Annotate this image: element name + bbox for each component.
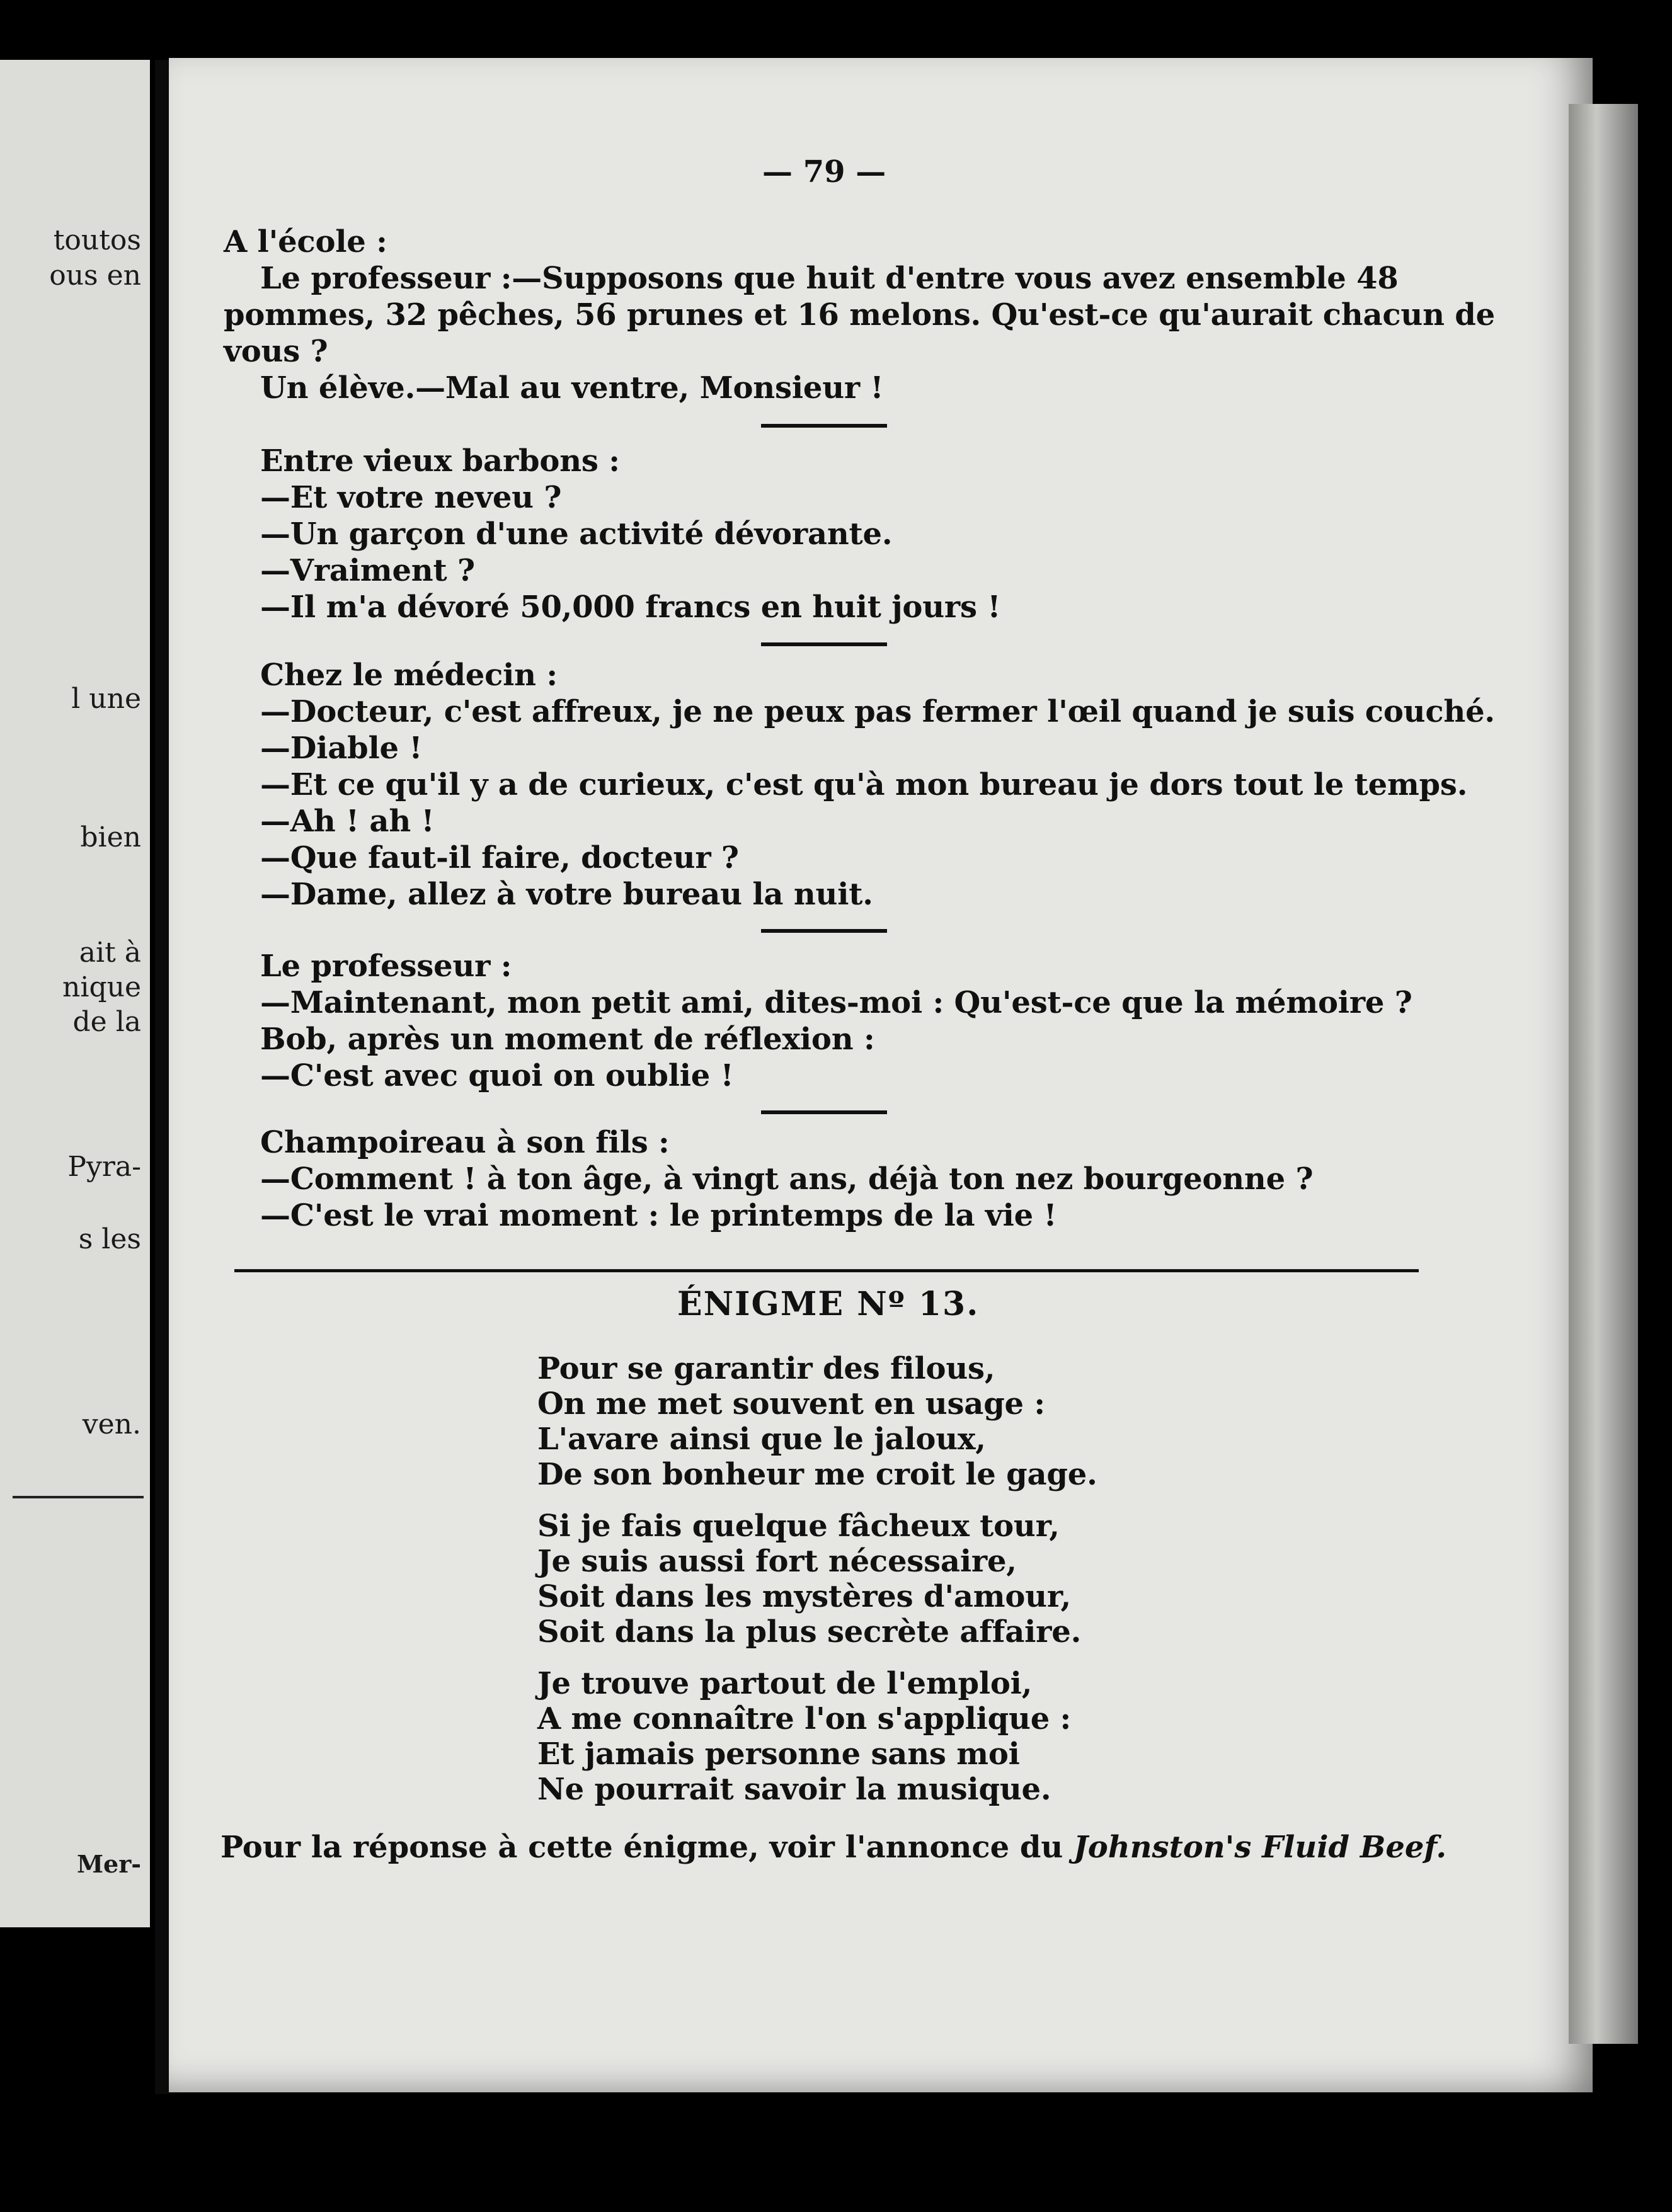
left-page-fragment: de la: [72, 1006, 141, 1038]
joke-line: Un élève.—Mal au ventre, Monsieur !: [260, 370, 884, 406]
poem-stanza: [537, 1666, 1071, 1807]
left-page-fragment: ous en: [49, 259, 141, 292]
left-page-fragment: l une: [71, 683, 141, 715]
joke-block: [260, 657, 1495, 913]
poem-line: Soit dans la plus secrète affaire.: [537, 1614, 1082, 1650]
joke-block: [260, 948, 1470, 1094]
joke-line: —Maintenant, mon petit ami, dites-moi : Qu'est-ce que la mémoire ?: [260, 985, 1412, 1020]
book-gutter: [155, 60, 169, 2094]
left-page-fragment: bien: [80, 821, 141, 853]
enigme-answer-note: [220, 1830, 1446, 1865]
left-page-fragment: ven.: [82, 1408, 141, 1440]
poem-stanza: [537, 1351, 1097, 1492]
joke-line: pommes, 32 pêches, 56 prunes et 16 melons. Qu'est-ce qu'aurait chacun de: [224, 297, 1496, 333]
joke-heading: Le professeur :: [260, 949, 512, 984]
left-page-rule: [13, 1496, 144, 1498]
joke-line: —Diable !: [260, 731, 423, 766]
poem-line: Je trouve partout de l'emploi,: [537, 1666, 1033, 1701]
joke-line: Bob, après un moment de réflexion :: [260, 1022, 875, 1057]
section-separator: [761, 1110, 887, 1114]
joke-line: —Ah ! ah !: [260, 804, 435, 839]
joke-heading: Champoireau à son fils :: [260, 1125, 670, 1160]
joke-line: Le professeur :—Supposons que huit d'entre vous avez ensemble 48: [260, 261, 1399, 296]
joke-line: —Vraiment ?: [260, 553, 475, 588]
joke-line: —C'est le vrai moment : le printemps de la vie !: [260, 1198, 1057, 1233]
poem-line: L'avare ainsi que le jaloux,: [537, 1422, 986, 1457]
poem-line: On me met souvent en usage :: [537, 1386, 1045, 1422]
joke-line: —Comment ! à ton âge, à vingt ans, déjà ton nez bourgeonne ?: [260, 1161, 1314, 1197]
left-page-fragment: Pyra-: [67, 1151, 141, 1183]
poem-line: Et jamais personne sans moi: [537, 1736, 1020, 1772]
section-separator: [761, 642, 887, 646]
joke-block: [260, 1124, 1470, 1234]
left-page-fragment: ait à: [79, 937, 141, 969]
joke-line: —Que faut-il faire, docteur ?: [260, 840, 739, 875]
poem-line: Si je fais quelque fâcheux tour,: [537, 1508, 1060, 1544]
joke-line: —Docteur, c'est affreux, je ne peux pas fermer l'œil quand je suis couché.: [260, 694, 1495, 729]
left-page-fragment: toutos: [53, 224, 141, 256]
joke-block: [260, 443, 1470, 625]
joke-heading: A l'école :: [224, 224, 387, 259]
left-facing-page: [0, 60, 150, 1927]
left-page-fragment: Mer-: [76, 1850, 141, 1878]
joke-heading: Chez le médecin :: [260, 658, 558, 693]
enigme-title: ÉNIGME Nº 13.: [677, 1285, 980, 1323]
poem-stanza: [537, 1508, 1081, 1650]
poem-line: Soit dans les mystères d'amour,: [537, 1579, 1071, 1614]
poem-line: A me connaître l'on s'applique :: [537, 1701, 1072, 1736]
poem-line: Pour se garantir des filous,: [537, 1351, 995, 1386]
page-number: — 79 —: [762, 154, 886, 190]
left-page-fragment: nique: [62, 971, 141, 1003]
poem-line: Je suis aussi fort nécessaire,: [537, 1544, 1017, 1579]
joke-line: —Et ce qu'il y a de curieux, c'est qu'à mon bureau je dors tout le temps.: [260, 767, 1468, 802]
joke-line: —C'est avec quoi on oublie !: [260, 1058, 734, 1093]
answer-note-text: Pour la réponse à cette énigme, voir l'annonce du: [220, 1830, 1074, 1865]
joke-line: —Dame, allez à votre bureau la nuit.: [260, 877, 873, 912]
section-rule: [234, 1269, 1419, 1272]
left-page-fragment: s les: [78, 1223, 141, 1255]
poem-line: Ne pourrait savoir la musique.: [537, 1772, 1051, 1807]
joke-heading: Entre vieux barbons :: [260, 443, 620, 479]
answer-note-product: Johnston's Fluid Beef.: [1074, 1830, 1447, 1865]
joke-line: —Il m'a dévoré 50,000 francs en huit jours !: [260, 590, 1001, 625]
section-separator: [761, 929, 887, 933]
joke-line: —Un garçon d'une activité dévorante.: [260, 516, 893, 552]
poem-line: De son bonheur me croit le gage.: [537, 1457, 1097, 1492]
page-edge: [1569, 104, 1638, 2044]
section-separator: [761, 424, 887, 428]
joke-block: [224, 224, 1496, 406]
joke-line: —Et votre neveu ?: [260, 480, 562, 515]
joke-line: vous ?: [224, 334, 328, 369]
